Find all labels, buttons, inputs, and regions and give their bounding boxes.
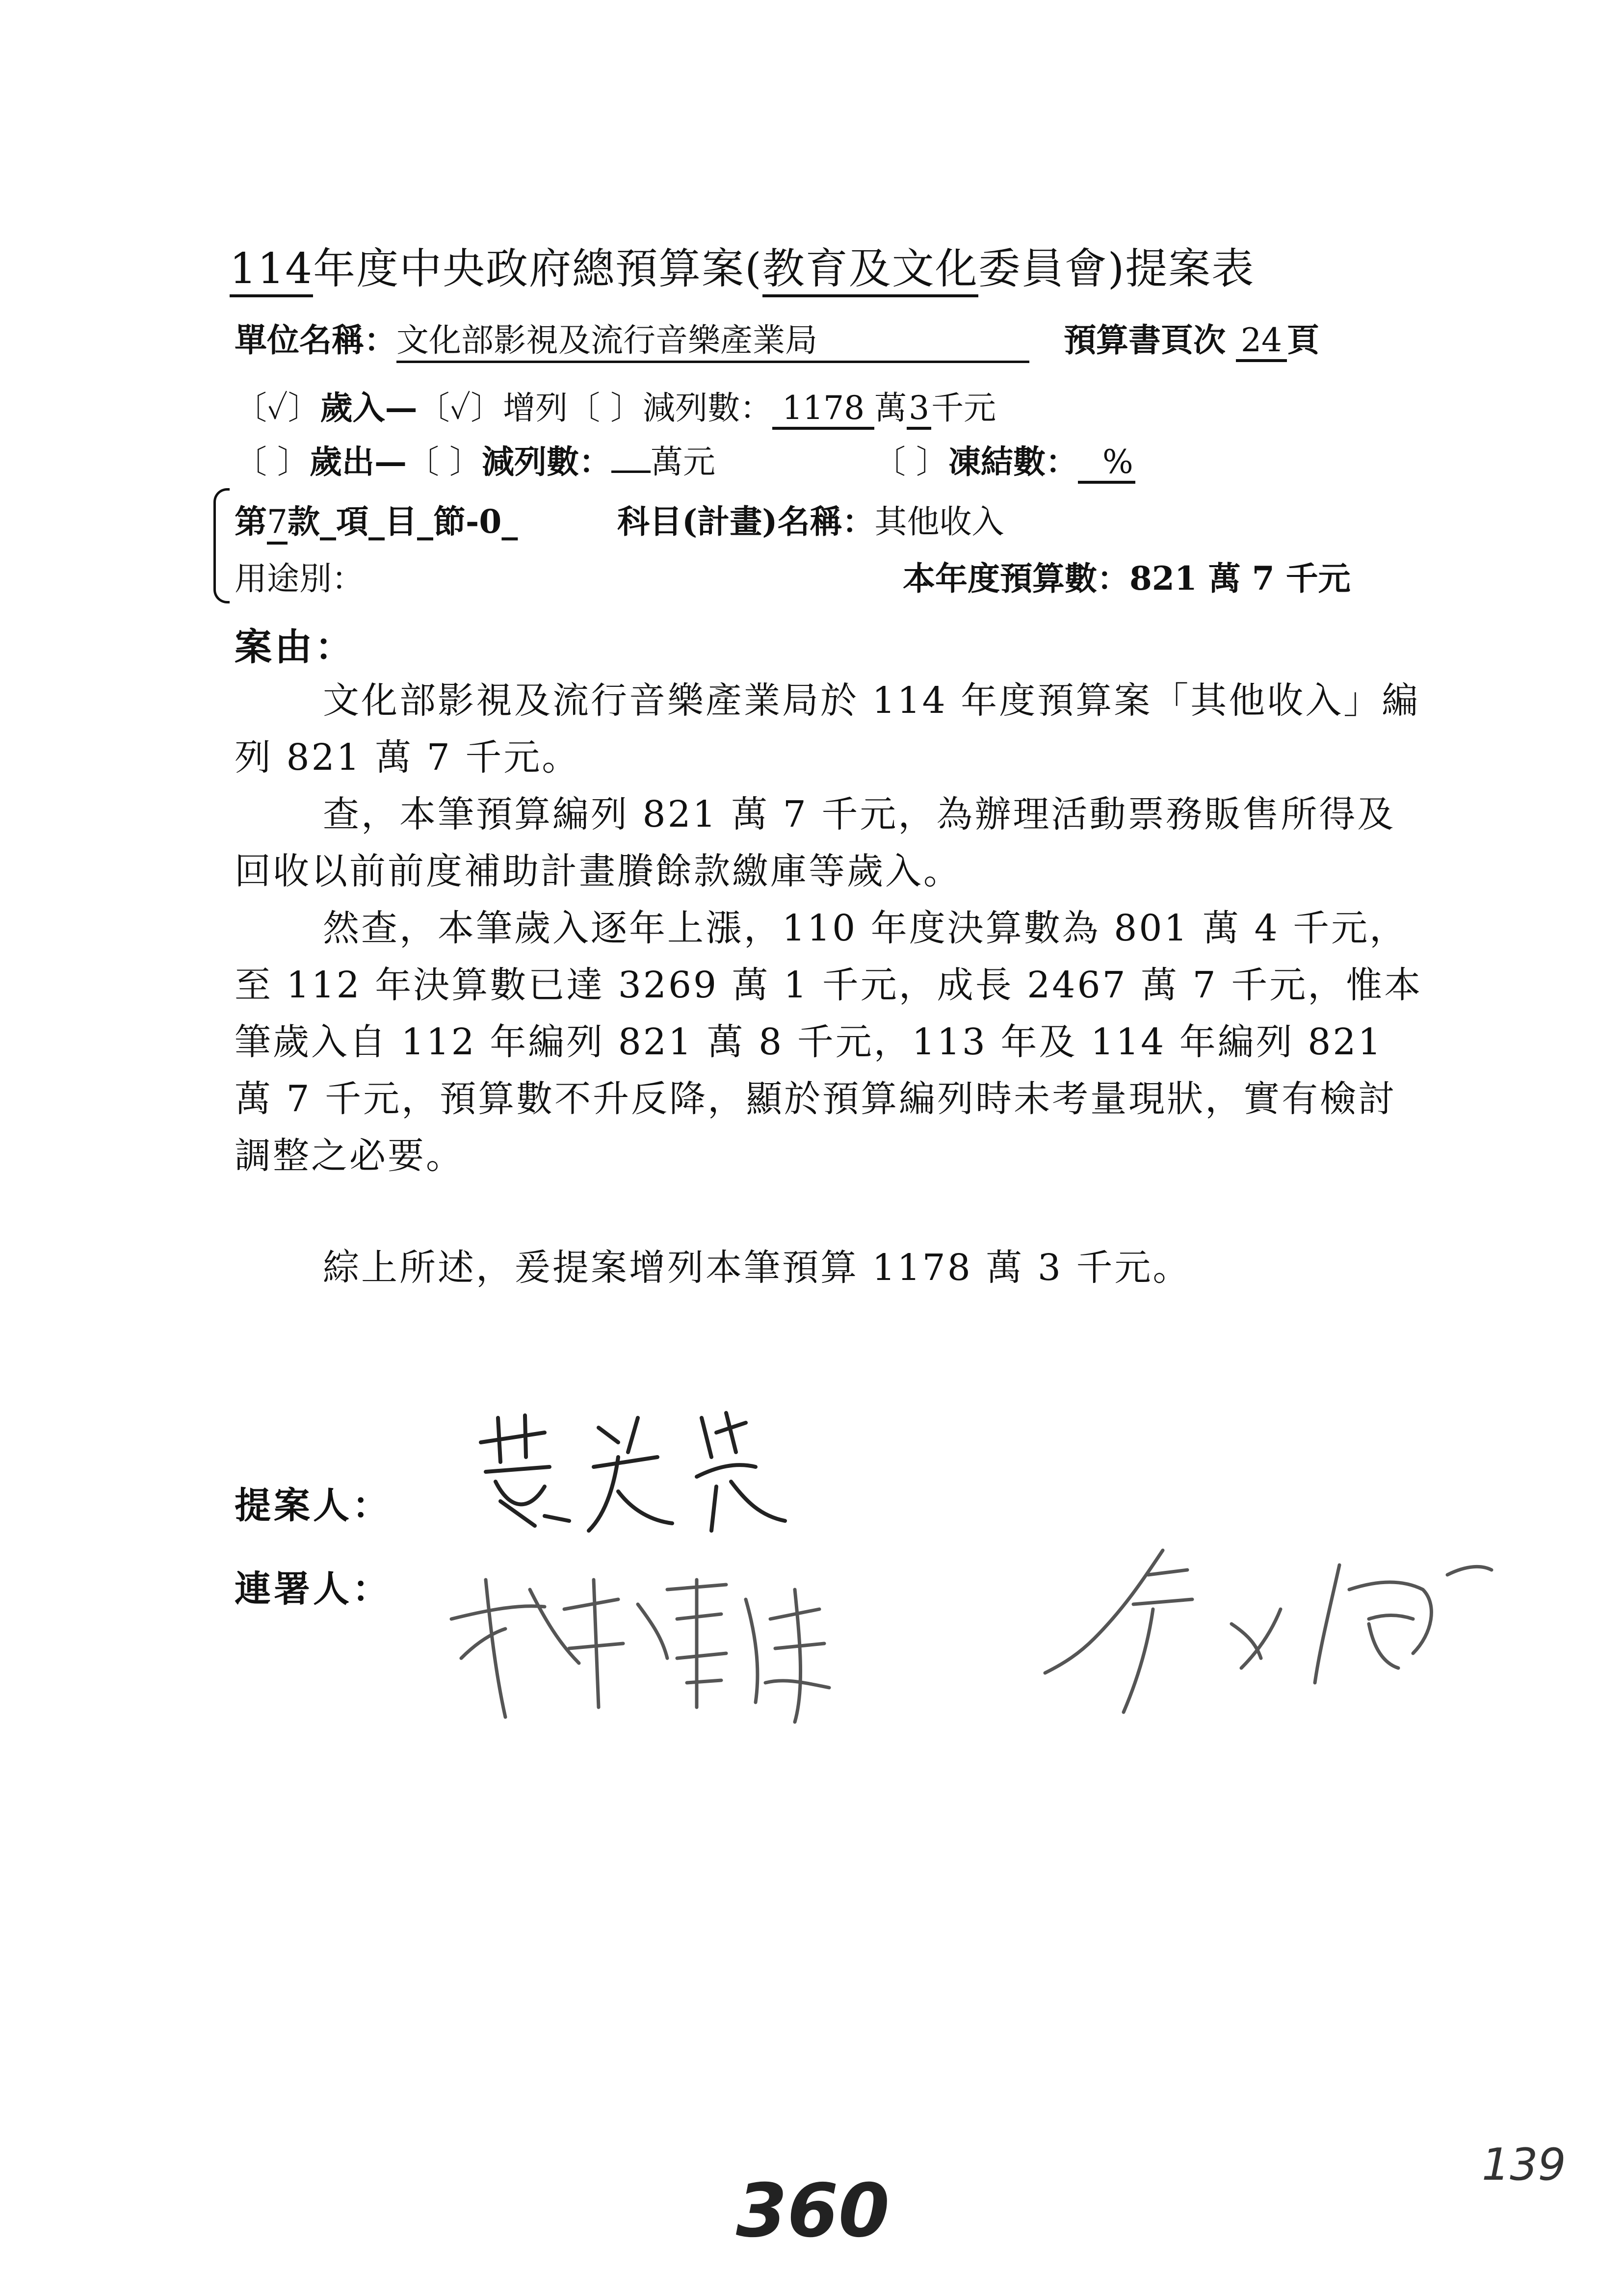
amount-wan: 1178 <box>772 389 874 430</box>
reason-paragraph-1: 文化部影視及流行音樂產業局於 114 年度預算案「其他收入」編列 821 萬 7 千元。 <box>235 679 1420 779</box>
reason-heading: 案由： <box>235 625 355 669</box>
cosigner-label: 連署人： <box>235 1568 392 1610</box>
subject-label: 科目(計畫)名稱： <box>617 502 875 541</box>
revenue-checkbox[interactable]: 〔✓〕 <box>235 389 320 427</box>
form-title <box>230 235 1255 295</box>
section-bracket <box>213 488 230 603</box>
section-row <box>235 496 518 542</box>
proposer-signature <box>471 1398 814 1545</box>
budget-amount: 本年度預算數：821 萬 7 千元 <box>903 559 1351 598</box>
increase-label: 增列 <box>503 389 568 427</box>
decrease-checkbox[interactable]: 〔 〕 <box>568 389 643 427</box>
cosigner-signature-1 <box>432 1560 873 1737</box>
revenue-row <box>235 382 996 428</box>
expenditure-row <box>235 436 715 482</box>
subject-row <box>617 496 1004 542</box>
unit-name: 文化部影視及流行音樂產業局 <box>396 314 1029 363</box>
page-suffix: 頁 <box>1286 321 1319 359</box>
amount-qian: 3 <box>907 389 931 430</box>
qian-label: 千元 <box>931 389 996 427</box>
freeze-label: 凍結數： <box>948 443 1078 481</box>
cosigner-signature-2 <box>1025 1536 1506 1732</box>
revenue-label: 歲入— <box>320 389 418 427</box>
title-year: 114 <box>230 244 313 297</box>
section-prefix: 第 <box>235 502 267 541</box>
freeze-percent: % <box>1078 443 1135 484</box>
exp-amount-blank[interactable] <box>611 442 651 473</box>
title-tail: 委員會)提案表 <box>978 244 1255 293</box>
page-ref <box>1064 314 1319 361</box>
reason-paragraph-3: 然查，本筆歲入逐年上漲，110 年度決算數為 801 萬 4 千元，至 112 年決算數已達 3269 萬 1 千元，成長 2467 萬 7 千元，惟本筆歲入自 112 年編列 821 萬 8 千元，113 年及 114 年編列 821 萬 7 千元，預算數不升反降，顯於預算編列時未考量現狀，實有檢討調整之必要。 <box>235 907 1423 1177</box>
exp-decrease-checkbox[interactable]: 〔 〕 <box>406 443 482 481</box>
unit-label: 單位名稱： <box>235 321 396 359</box>
freeze-row <box>873 436 1135 482</box>
exp-wan-yuan: 萬元 <box>650 443 715 481</box>
freeze-checkbox[interactable]: 〔 〕 <box>873 443 948 481</box>
subject-name: 其他收入 <box>874 503 1004 541</box>
reason-conclusion: 綜上所述，爰提案增列本筆預算 1178 萬 3 千元。 <box>323 1247 1191 1289</box>
expenditure-checkbox[interactable]: 〔 〕 <box>235 443 310 481</box>
exp-decrease-label: 減列數： <box>481 443 611 481</box>
wan-label: 萬 <box>874 389 907 427</box>
page-number: 24 <box>1236 321 1287 362</box>
decrease-amount-label: 減列數： <box>643 389 773 427</box>
proposer-label: 提案人： <box>235 1485 392 1527</box>
unit-row <box>235 314 1029 363</box>
handwritten-page-number: 360 <box>736 2168 890 2254</box>
kuan-number: 7 <box>267 503 288 545</box>
section-rest: 款_項_目_節-0_ <box>288 502 518 541</box>
usage-label: 用途別： <box>235 560 364 598</box>
expenditure-label: 歲出— <box>309 443 407 481</box>
handwritten-sheet-number: 139 <box>1482 2139 1566 2191</box>
title-text: 年度中央政府總預算案( <box>313 244 762 293</box>
increase-checkbox[interactable]: 〔✓〕 <box>417 389 503 427</box>
reason-paragraph-2: 查，本筆預算編列 821 萬 7 千元，為辦理活動票務販售所得及回收以前前度補助計畫賸餘款繳庫等歲入。 <box>235 793 1396 892</box>
page-label: 預算書頁次 <box>1064 321 1226 359</box>
title-committee: 教育及文化 <box>762 244 978 297</box>
